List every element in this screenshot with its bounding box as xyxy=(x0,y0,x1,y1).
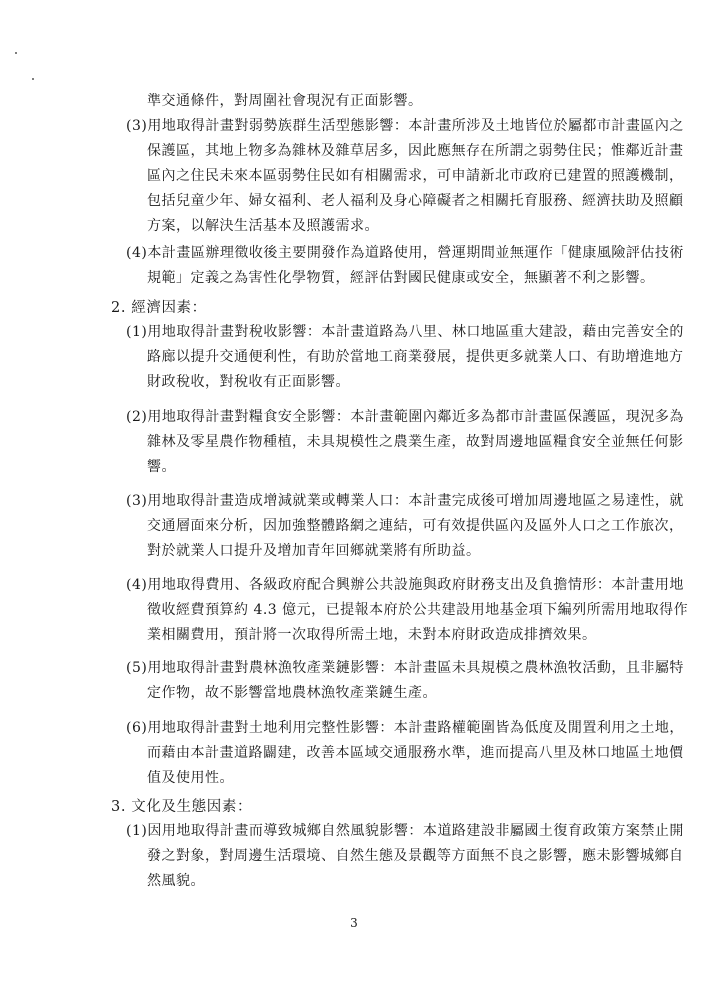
text-line: (3)用地取得計畫對弱勢族群生活型態影響：本計畫所涉及土地皆位於屬都市計畫區內之 xyxy=(126,118,684,134)
text-line: 交通層面來分析，因加強整體路網之連結，可有效提供區內及區外人口之工作旅次， xyxy=(147,518,684,534)
text-line: 準交通條件，對周圍社會現況有正面影響。 xyxy=(147,93,423,109)
text-line: (2)用地取得計畫對糧食安全影響：本計畫範圍內鄰近多為都市計畫區保護區，現況多為 xyxy=(126,409,684,425)
text-line: 而藉由本計畫道路闢建，改善本區域交通服務水準，進而提高八里及林口地區土地價 xyxy=(147,745,684,761)
text-line: (4)本計畫區辦理徵收後主要開發作為道路使用，營運期間並無運作「健康風險評估技術 xyxy=(126,245,684,261)
text-line: 發之對象，對周邊生活環境、自然生態及景觀等方面無不良之影響，應未影響城鄉自 xyxy=(147,848,684,864)
text-line: 方案，以解決生活基本及照護需求。 xyxy=(147,218,379,234)
text-line: (6)用地取得計畫對土地利用完整性影響：本計畫路權範圍皆為低度及閒置利用之土地， xyxy=(126,720,684,736)
scan-speck xyxy=(15,52,17,54)
text-line: 業相關費用，預計將一次取得所需土地，未對本府財政造成排擠效果。 xyxy=(147,627,597,643)
text-line: 保護區，其地上物多為雜林及雜草居多，因此應無存在所謂之弱勢住民；惟鄰近計畫 xyxy=(147,143,684,159)
text-line: 對於就業人口提升及增加青年回鄉就業將有所助益。 xyxy=(147,543,481,559)
text-line: 財政稅收，對稅收有正面影響。 xyxy=(147,374,350,390)
text-line: 響。 xyxy=(147,459,176,475)
page-number: 3 xyxy=(350,916,358,930)
text-line: 路廊以提升交通便利性，有助於當地工商業發展，提供更多就業人口、有助增進地方 xyxy=(147,349,684,365)
text-line: 規範」定義之為害性化學物質，經評估對國民健康或安全，無顯著不利之影響。 xyxy=(147,270,655,286)
text-line: (1)用地取得計畫對稅收影響：本計畫道路為八里、林口地區重大建設，藉由完善安全的 xyxy=(126,324,684,340)
text-line: (3)用地取得計畫造成增減就業或轉業人口：本計畫完成後可增加周邊地區之易達性，就 xyxy=(126,493,684,509)
text-line: 區內之住民未來本區弱勢住民如有相關需求，可申請新北市政府已建置的照護機制， xyxy=(147,168,684,184)
text-line: 定作物，故不影響當地農林漁牧產業鏈生產。 xyxy=(147,685,437,701)
scan-speck xyxy=(32,78,34,80)
text-line: 包括兒童少年、婦女福利、老人福利及身心障礙者之相關托育服務、經濟扶助及照顧 xyxy=(147,193,684,209)
text-line: 雜林及零星農作物種植，未具規模性之農業生產，故對周邊地區糧食安全並無任何影 xyxy=(147,434,684,450)
section-heading: 3. 文化及生態因素： xyxy=(111,799,253,815)
text-line: 然風貌。 xyxy=(147,873,205,889)
text-line: (4)用地取得費用、各級政府配合興辦公共設施與政府財務支出及負擔情形：本計畫用地 xyxy=(126,577,684,593)
text-line: (1)因用地取得計畫而導致城鄉自然風貌影響：本道路建設非屬國土復育政策方案禁止開 xyxy=(126,823,684,839)
text-line: 值及使用性。 xyxy=(147,770,234,786)
text-line: (5)用地取得計畫對農林漁牧產業鏈影響：本計畫區未具規模之農林漁牧活動，且非屬特 xyxy=(126,660,684,676)
section-heading: 2. 經濟因素： xyxy=(111,300,207,316)
text-line: 徵收經費預算約 4.3 億元，已提報本府於公共建設用地基金項下編列所需用地取得作 xyxy=(147,602,689,618)
